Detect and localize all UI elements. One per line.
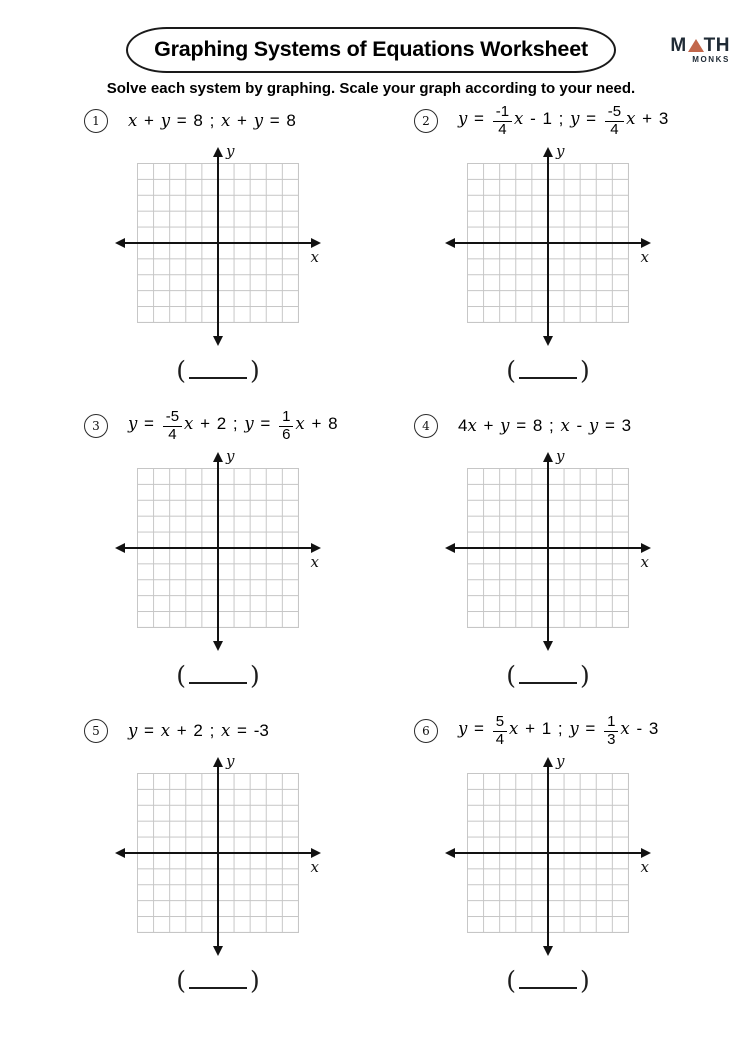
down-arrowhead-icon <box>213 641 223 651</box>
up-arrowhead-icon <box>543 147 553 157</box>
page-title: Graphing Systems of Equations Worksheet <box>154 37 588 61</box>
problem-header <box>72 97 402 145</box>
answer-line <box>519 977 577 989</box>
left-arrowhead-icon <box>445 238 455 248</box>
right-arrowhead-icon <box>311 238 321 248</box>
coordinate-grid <box>116 447 320 652</box>
answer-close-paren: ) <box>250 966 260 995</box>
problem-card-2 <box>402 97 732 390</box>
answer-blank <box>446 966 650 1000</box>
y-axis <box>217 461 219 642</box>
answer-open-paren: ( <box>506 356 516 385</box>
answer-close-paren: ) <box>250 661 260 690</box>
problem-header <box>402 97 732 145</box>
problem-header <box>402 707 732 755</box>
instruction-text: Solve each system by graphing. Scale your graph according to your need. <box>106 80 636 97</box>
up-arrowhead-icon <box>213 452 223 462</box>
equation-text: y = $\frac{-1}{4}$ x - 1 ; y = $\frac{-5}{4}$ x + 3 <box>458 103 669 138</box>
logo-subtext: MONKS <box>692 55 730 64</box>
right-arrowhead-icon <box>311 543 321 553</box>
problem-card-1 <box>72 97 402 390</box>
y-axis <box>547 461 549 642</box>
answer-blank <box>116 966 320 1000</box>
left-arrowhead-icon <box>115 543 125 553</box>
answer-open-paren: ( <box>176 661 186 690</box>
answer-line <box>519 367 577 379</box>
x-axis-label: x <box>310 858 319 876</box>
problem-header <box>402 402 732 450</box>
logo-letters-th: TH <box>703 35 730 56</box>
up-arrowhead-icon <box>543 757 553 767</box>
up-arrowhead-icon <box>213 147 223 157</box>
answer-open-paren: ( <box>176 966 186 995</box>
problem-card-5 <box>72 707 402 1000</box>
y-axis <box>547 766 549 947</box>
down-arrowhead-icon <box>543 946 553 956</box>
coordinate-grid <box>116 142 320 347</box>
x-axis <box>124 852 312 854</box>
problem-number-badge: 6 <box>414 719 438 743</box>
answer-line <box>519 672 577 684</box>
logo-triangle-icon <box>688 39 704 52</box>
logo-letter-m: M <box>670 35 687 56</box>
answer-close-paren: ) <box>580 966 590 995</box>
x-axis <box>454 852 642 854</box>
down-arrowhead-icon <box>543 641 553 651</box>
answer-close-paren: ) <box>250 356 260 385</box>
answer-line <box>189 672 247 684</box>
x-axis-label: x <box>640 858 649 876</box>
right-arrowhead-icon <box>641 848 651 858</box>
left-arrowhead-icon <box>115 848 125 858</box>
problem-number-badge: 4 <box>414 414 438 438</box>
answer-blank <box>116 356 320 390</box>
y-axis <box>217 766 219 947</box>
coordinate-grid <box>116 752 320 957</box>
problem-card-6 <box>402 707 732 1000</box>
problem-number-badge: 2 <box>414 109 438 133</box>
equation-text: x + y = 8 ; x + y = 8 <box>128 111 296 130</box>
equation-text: y = $\frac{5}{4}$ x + 1 ; y = $\frac{1}{3}$ x - 3 <box>458 713 659 748</box>
right-arrowhead-icon <box>641 238 651 248</box>
left-arrowhead-icon <box>445 848 455 858</box>
problem-card-4 <box>402 402 732 695</box>
answer-open-paren: ( <box>506 661 516 690</box>
problem-number-badge: 3 <box>84 414 108 438</box>
answer-line <box>189 367 247 379</box>
y-axis-label: y <box>556 142 565 160</box>
left-arrowhead-icon <box>445 543 455 553</box>
answer-line <box>189 977 247 989</box>
coordinate-grid <box>446 447 650 652</box>
problem-number-badge: 5 <box>84 719 108 743</box>
x-axis-label: x <box>310 248 319 266</box>
problem-card-3 <box>72 402 402 695</box>
x-axis-label: x <box>640 248 649 266</box>
math-monks-logo <box>652 36 730 64</box>
problems-grid <box>0 97 742 1000</box>
y-axis-label: y <box>556 752 565 770</box>
y-axis <box>547 156 549 337</box>
answer-blank <box>446 356 650 390</box>
equation-text: y = x + 2 ; x = -3 <box>128 721 269 740</box>
right-arrowhead-icon <box>641 543 651 553</box>
x-axis <box>124 242 312 244</box>
worksheet-header <box>0 0 742 78</box>
x-axis-label: x <box>640 553 649 571</box>
up-arrowhead-icon <box>543 452 553 462</box>
y-axis <box>217 156 219 337</box>
down-arrowhead-icon <box>213 946 223 956</box>
logo-wordmark <box>652 36 730 55</box>
problem-header <box>72 707 402 755</box>
left-arrowhead-icon <box>115 238 125 248</box>
y-axis-label: y <box>226 447 235 465</box>
answer-blank <box>116 661 320 695</box>
x-axis-label: x <box>310 553 319 571</box>
x-axis <box>454 242 642 244</box>
x-axis <box>454 547 642 549</box>
y-axis-label: y <box>226 142 235 160</box>
coordinate-grid <box>446 142 650 347</box>
y-axis-label: y <box>226 752 235 770</box>
answer-close-paren: ) <box>580 356 590 385</box>
up-arrowhead-icon <box>213 757 223 767</box>
problem-header <box>72 402 402 450</box>
y-axis-label: y <box>556 447 565 465</box>
down-arrowhead-icon <box>213 336 223 346</box>
down-arrowhead-icon <box>543 336 553 346</box>
answer-open-paren: ( <box>176 356 186 385</box>
equation-text: 4x + y = 8 ; x - y = 3 <box>458 416 632 435</box>
answer-open-paren: ( <box>506 966 516 995</box>
equation-text: y = $\frac{-5}{4}$ x + 2 ; y = $\frac{1}{6}$ x + 8 <box>128 408 338 443</box>
problem-number-badge: 1 <box>84 109 108 133</box>
x-axis <box>124 547 312 549</box>
title-oval <box>126 27 616 73</box>
right-arrowhead-icon <box>311 848 321 858</box>
answer-blank <box>446 661 650 695</box>
coordinate-grid <box>446 752 650 957</box>
answer-close-paren: ) <box>580 661 590 690</box>
